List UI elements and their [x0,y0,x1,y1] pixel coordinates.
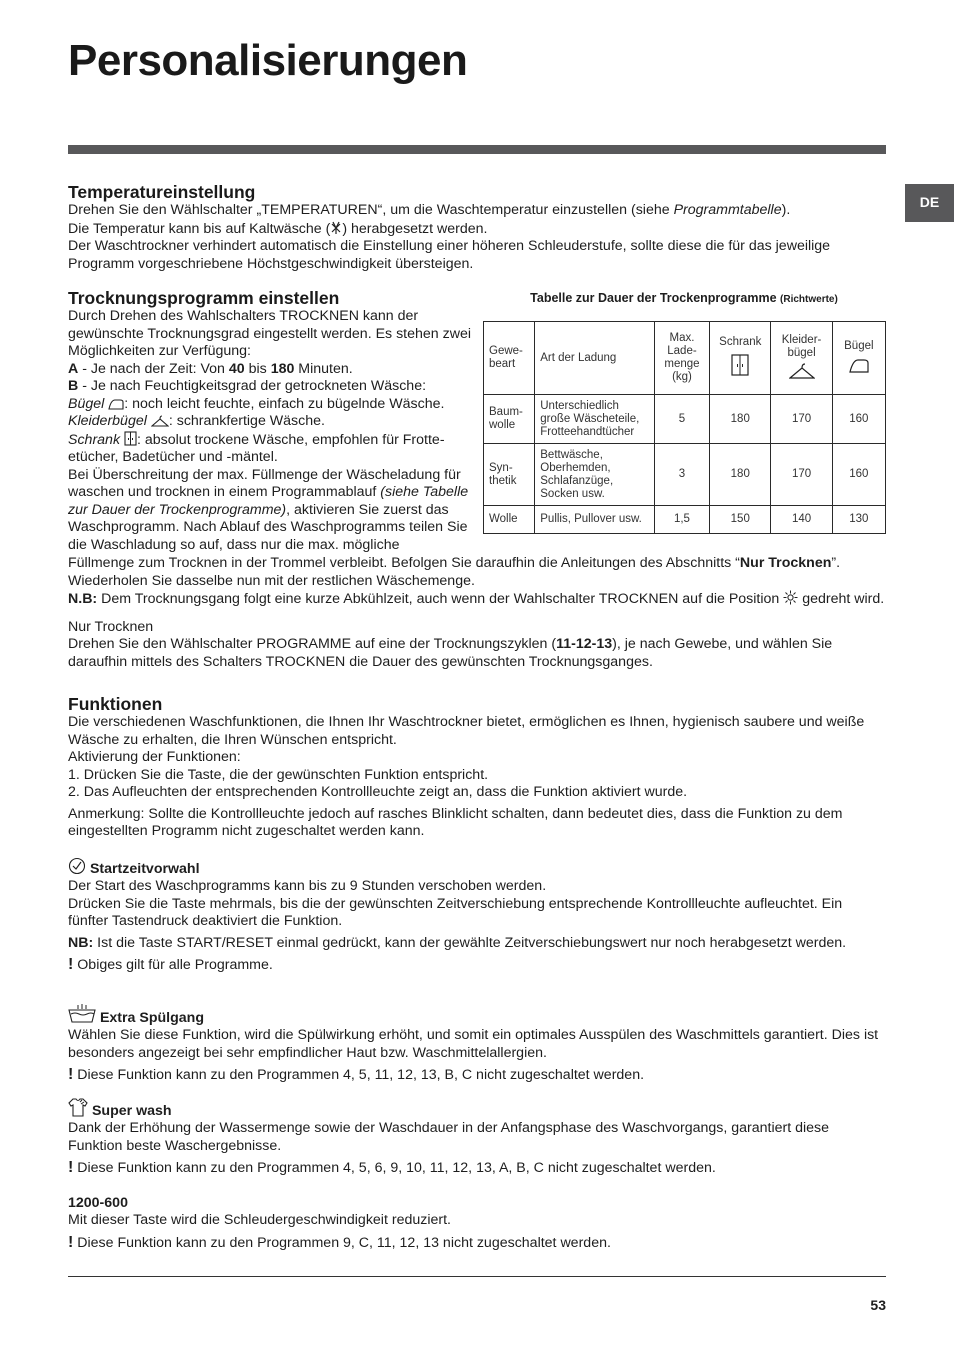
temp-line1-end: ). [781,202,791,218]
drying-continuation-text [68,555,886,609]
header-cupboard [710,322,771,395]
cell-hanger: 170 [771,444,832,506]
cell-cupboard: 180 [710,395,771,444]
time-from: 40 [228,360,245,377]
cupboard-icon [731,354,749,376]
cooling-icon [783,590,798,605]
only-dry-line: Drehen Sie den Wählschalter PROGRAMME auf eine der Trocknungszyklen ( [68,636,557,652]
temperature-text [68,202,886,273]
only-dry-line-end: ), je nach Gewebe, und wählen Sie daraufhin mittels des Schalters TROCKNEN die Dauer des gewünschten Trocknungsganges. [68,636,833,670]
super-wash-icon [68,1097,88,1117]
drying-para2: , aktivieren Sie zuerst das Waschprogramm. Nach Ablauf des Waschprogramms teilen Sie die Waschladung so auf, dass nur die max. mögliche [68,501,468,553]
cell-max-load: 3 [654,444,709,506]
delayed-start-title [68,857,886,878]
extra-rinse-heading: Extra Spülgang [99,1010,205,1026]
title-rule [68,145,886,154]
option-a-letter: A [68,360,79,377]
page-number: 53 [870,1297,886,1313]
drying-time-table [483,321,886,534]
delayed-nb-text: Ist die Taste START/RESET einmal gedrückt, kann der gewählte Zeitverschiebungswert nur noch herabgesetzt werden. [93,934,847,951]
cell-fabric: Syn-thetik [484,444,535,506]
time-to: 180 [270,360,295,377]
extra-rinse-title [68,1004,886,1027]
only-dry-ref: Nur Trocknen [739,555,832,571]
option-a-bis: bis [244,360,271,377]
option-b-letter: B [68,378,79,394]
cell-fabric: Baum-wolle [484,395,535,444]
cell-cupboard: 180 [710,444,771,506]
warning-icon: ! [68,956,74,973]
nb-text: Dem Trocknungsgang folgt eine kurze Abkühlzeit, auch wenn der Wahlschalter TROCKNEN auf die Position [97,591,784,607]
table-row [484,444,886,506]
extra-rinse-section [68,1004,886,1085]
delayed-start-warning [68,956,886,975]
functions-section [68,694,886,841]
cell-max-load: 5 [654,395,709,444]
spin-warning-text: Diese Funktion kann zu den Programmen 9, C, 11, 12, 13 nicht zugeschaltet werden. [73,1234,611,1251]
table-caption-note: (Richtwerte) [780,294,838,305]
cupboard-icon [124,431,137,446]
delayed-start-icon [68,857,86,875]
iron-icon [108,399,124,410]
only-dry-heading: Nur Trocknen [68,618,154,635]
header-iron [832,322,885,395]
header-iron-label: Bügel [844,339,874,352]
drying-continuation [68,555,886,671]
spin-l1: Mit dieser Taste wird die Schleudergeschwindigkeit reduziert. [68,1212,451,1228]
hanger-label: Kleiderbügel [68,413,147,429]
temp-line1: Drehen Sie den Wählschalter „TEMPERATUREN“, um die Waschtemperatur einzustellen (siehe [68,202,674,218]
drying-heading: Trocknungsprogramm einstellen [68,288,340,308]
functions-step2: 2. Das Aufleuchten der entsprechenden Kontrollleuchte zeigt an, dass die Funktion aktiviert wurde. [68,784,688,800]
extra-rinse-icon [68,1004,96,1024]
drying-table-ref: (siehe Tabelle zur Dauer der Trockenprogramme) [68,484,469,518]
cell-iron: 160 [832,444,885,506]
super-wash-title [68,1097,886,1120]
table-caption-text: Tabelle zur Dauer der Trockenprogramme [530,291,777,305]
super-wash-section [68,1097,886,1178]
delayed-start-l1: Der Start des Waschprogramms kann bis zu 9 Stunden verschoben werden. [68,878,547,894]
cell-cupboard: 150 [710,506,771,534]
spin-warning [68,1234,886,1253]
delayed-start-section [68,857,886,975]
hanger-text: : schrankfertige Wäsche. [168,413,325,429]
cupboard-label: Schrank [68,431,121,448]
header-fabric: Gewe-beart [484,322,535,395]
hanger-icon [789,363,815,379]
header-cupboard-label: Schrank [719,336,762,348]
cell-load-type: Pullis, Pullover usw. [535,506,655,534]
extra-rinse-warning-text: Diese Funktion kann zu den Programmen 4, 5, 11, 12, 13, B, C nicht zugeschaltet werden. [73,1067,645,1083]
spin-heading: 1200-600 [68,1195,128,1211]
super-wash-heading: Super wash [91,1103,172,1119]
temperature-heading: Temperatureinstellung [68,182,256,202]
cell-iron: 160 [832,395,885,444]
functions-heading: Funktionen [68,694,163,714]
cell-load-type: Bettwäsche, Oberhemden, Schlafanzüge, Socken usw. [535,444,655,506]
functions-activation: Aktivierung der Funktionen: [68,749,241,765]
nb-label: N.B: [68,591,98,607]
delayed-start-heading: Startzeitvorwahl [89,861,200,877]
extra-rinse-warning [68,1066,886,1085]
table-caption [484,290,884,309]
language-label: DE [919,194,940,211]
warning-icon: ! [68,1233,74,1251]
only-dry-cycles: 11-12-13 [556,636,613,652]
language-tab [905,184,954,222]
header-hanger-label: Kleider-bügel [781,333,822,359]
cold-wash-icon [330,220,342,235]
footer-rule [68,1276,886,1277]
cont-line1-end: ”. [831,555,841,571]
header-max-load: Max. Lade-menge (kg) [654,322,709,395]
option-a-text: - Je nach der Zeit: Von [78,360,229,377]
functions-intro: Die verschiedenen Waschfunktionen, die Ihnen Ihr Waschtrockner bietet, ermöglichen es Ihnen, hygienisch saubere und weiße Wäsche zu erhalten, die Ihren Wünschen entspricht. [68,714,865,748]
warning-icon: ! [68,1066,74,1083]
iron-icon [849,359,869,373]
temp-line3: Der Waschtrockner verhindert automatisch die Einstellung einer höheren Schleuderstufe, sollte diese die für das jeweilige Programm vorgeschriebene Höchstgeschwindigkeit übersteigen. [68,238,831,272]
table-row [484,506,886,534]
header-load-type: Art der Ladung [535,322,655,395]
cupboard-text: : absolut trockene Wäsche, empfohlen für Frotte-etücher, Badetücher und -mäntel. [68,431,445,465]
super-wash-warning [68,1159,886,1178]
cell-max-load: 1,5 [654,506,709,534]
cont-line2: Wiederholen Sie dasselbe nun mit der restlichen Wäschemenge. [68,572,475,589]
only-dry-text [68,636,886,671]
cell-iron: 130 [832,506,885,534]
temperature-section [68,182,886,273]
iron-label: Bügel [68,395,105,412]
table-header-row [484,322,886,395]
warning-icon: ! [68,1159,74,1176]
super-wash-warning-text: Diese Funktion kann zu den Programmen 4, 5, 6, 9, 10, 11, 12, 13, A, B, C nicht zugeschaltet werden. [73,1160,716,1176]
delayed-start-l2: Drücken Sie die Taste mehrmals, bis die der gewünschten Zeitverschiebung entsprechende Kontrollleuchte aufleuchtet. Ein fünfter Tastendruck deaktiviert die Funktion. [68,895,843,929]
cell-hanger: 170 [771,395,832,444]
iron-text: : noch leicht feuchte, einfach zu bügelnde Wäsche. [124,395,445,412]
drying-para1: Bei Überschreitung der max. Füllmenge der Wäscheladung für waschen und trocknen in einem Programmablauf [68,466,461,500]
cell-hanger: 140 [771,506,832,534]
hanger-icon [151,415,169,427]
super-wash-l1: Dank der Erhöhung der Wassermenge sowie der Waschdauer in der Anfangsphase des Waschvorgangs, garantiert diese Funktion beste Waschergebnisse. [68,1120,830,1154]
drying-text [68,308,478,554]
functions-step1: 1. Drücken Sie die Taste, die der gewünschten Funktion entspricht. [68,766,489,783]
table-row [484,395,886,444]
drying-section [68,288,478,554]
page-title: Personalisierungen [68,36,468,85]
header-hanger [771,322,832,395]
nb-text-end: gedreht wird. [798,591,885,607]
temp-line2: Die Temperatur kann bis auf Kaltwäsche ( [68,220,331,237]
delayed-start-nb [68,935,886,953]
extra-rinse-l1: Wählen Sie diese Funktion, wird die Spülwirkung erhöht, und somit ein optimales Ausspülen des Waschmittels garantiert. Dies ist besonders angezeigt bei sehr empfindlicher Haut bzw. Waschmittelallergien. [68,1027,879,1061]
temp-line2-end: ) herabgesetzt werden. [342,220,488,237]
functions-note: Anmerkung: Sollte die Kontrollleuchte jedoch auf rasches Blinklicht schalten, dann bedeutet dies, dass die Funktion zu dem eingestellten Programm nicht zugeschaltet werden kann. [68,805,843,839]
spin-section [68,1195,886,1252]
option-b-text: - Je nach Feuchtigkeitsgrad der getrockneten Wäsche: [78,378,427,394]
delayed-warning-text: Obiges gilt für alle Programme. [73,957,273,973]
cell-fabric: Wolle [484,506,535,534]
drying-intro: Durch Drehen des Wahlschalters TROCKNEN kann der gewünschte Trocknungsgrad eingestellt werden. Es stehen zwei Möglichkeiten zur Verfügung: [68,308,471,359]
delayed-nb-label: NB: [68,934,94,951]
cont-line1: Füllmenge zum Trocknen in der Trommel verbleibt. Befolgen Sie daraufhin die Anleitungen des Abschnitts “ [68,555,740,571]
cell-load-type: Unterschiedlich große Wäscheteile, Frotteehandtücher [535,395,655,444]
program-table-ref: Programmtabelle [673,202,782,218]
option-a-end: Minuten. [294,360,353,377]
